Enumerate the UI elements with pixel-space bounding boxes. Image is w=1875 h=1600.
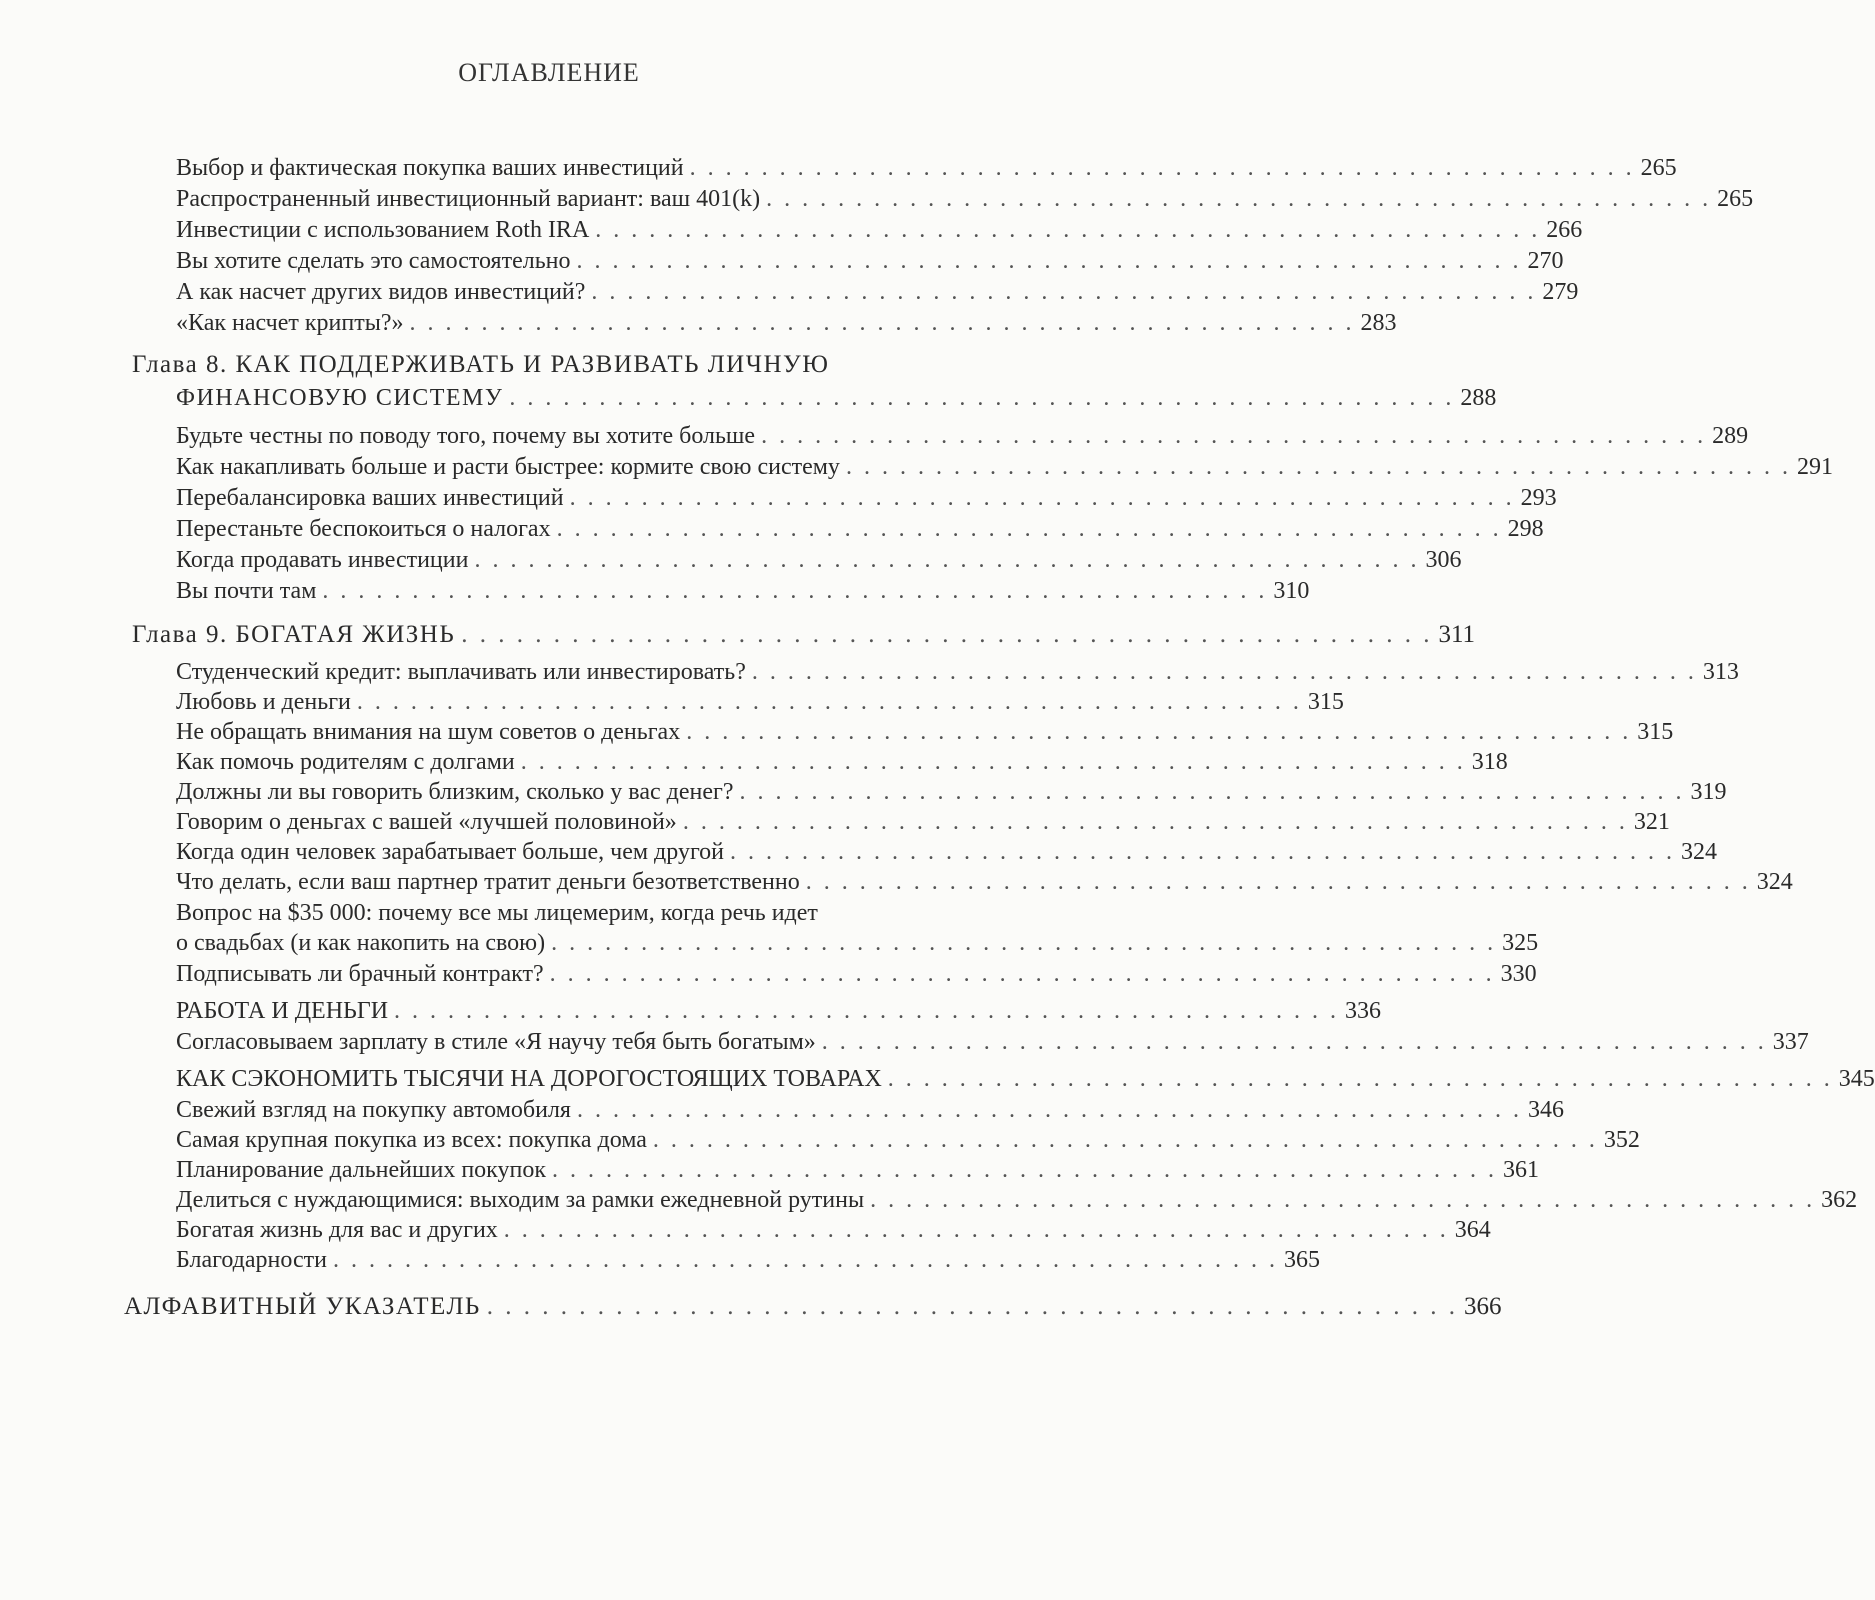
toc-entry[interactable] (176, 1245, 1320, 1275)
toc-entry[interactable] (176, 421, 1749, 451)
toc-entry-page: 324 (1756, 869, 1793, 895)
toc-entry[interactable] (176, 1215, 1491, 1245)
toc-entry[interactable] (176, 576, 1310, 606)
toc-entry-label: Перебалансировка ваших инвестиций (176, 485, 564, 511)
leader-dots: . . . . . . . . . . . . . . . . . . . . . . . . . . . . . . . . . . . . . . . . . . . . . . . . . . . . . (474, 547, 1420, 573)
leader-dots: . . . . . . . . . . . . . . . . . . . . . . . . . . . . . . . . . . . . . . . . . . . . . . . . . . . . . (332, 1247, 1278, 1273)
toc-entry-label: Вы хотите сделать это самостоятельно (176, 248, 571, 274)
toc-entry-label: Студенческий кредит: выплачивать или инвестировать? (176, 659, 746, 685)
toc-entry[interactable] (176, 747, 1508, 777)
leader-dots: . . . . . . . . . . . . . . . . . . . . . . . . . . . . . . . . . . . . . . . . . . . . . . . . . . . . . (486, 1293, 1459, 1320)
toc-entry-label: Как накапливать больше и расти быстрее: кормите свою систему (176, 454, 840, 480)
toc-entry-page: 365 (1283, 1247, 1320, 1273)
toc-entry-page: 352 (1603, 1127, 1640, 1153)
toc-entry[interactable] (176, 184, 1754, 214)
toc-entry-label: Любовь и деньги (176, 689, 351, 715)
toc-entry-page: 362 (1821, 1187, 1858, 1213)
leader-dots: . . . . . . . . . . . . . . . . . . . . . . . . . . . . . . . . . . . . . . . . . . . . . . . . . . . . . (591, 279, 1537, 305)
toc-entry[interactable] (176, 545, 1462, 575)
toc-entry-page: 289 (1712, 423, 1749, 449)
chapter-9-page: 311 (1438, 621, 1476, 648)
toc-entry-label: Когда продавать инвестиции (176, 547, 469, 573)
toc-entry[interactable] (176, 308, 1397, 338)
chapter-9-entry[interactable] (132, 620, 1476, 650)
toc-entry-label: Инвестиции с использованием Roth IRA (176, 217, 590, 243)
chapter-8-entry[interactable] (176, 383, 1497, 413)
toc-entry[interactable] (176, 717, 1674, 747)
leader-dots: . . . . . . . . . . . . . . . . . . . . . . . . . . . . . . . . . . . . . . . . . . . . . . . . . . . . . (652, 1127, 1598, 1153)
toc-entry[interactable] (176, 246, 1564, 276)
leader-dots: . . . . . . . . . . . . . . . . . . . . . . . . . . . . . . . . . . . . . . . . . . . . . . . . . . . . . (322, 578, 1268, 604)
toc-entry-page: 330 (1500, 961, 1537, 987)
leader-dots: . . . . . . . . . . . . . . . . . . . . . . . . . . . . . . . . . . . . . . . . . . . . . . . . . . . . . (595, 217, 1541, 243)
toc-entry-page: 291 (1796, 454, 1833, 480)
toc-entry[interactable] (176, 1027, 1809, 1057)
leader-dots: . . . . . . . . . . . . . . . . . . . . . . . . . . . . . . . . . . . . . . . . . . . . . . . . . . . . . (845, 454, 1791, 480)
leader-dots: . . . . . . . . . . . . . . . . . . . . . . . . . . . . . . . . . . . . . . . . . . . . . . . . . . . . . (551, 930, 1497, 956)
toc-entry-page: 325 (1502, 930, 1539, 956)
leader-dots: . . . . . . . . . . . . . . . . . . . . . . . . . . . . . . . . . . . . . . . . . . . . . . . . . . . . . (551, 1157, 1497, 1183)
toc-entry-page: 346 (1527, 1097, 1564, 1123)
toc-entry-page: 313 (1702, 659, 1739, 685)
toc-entry-page: 298 (1507, 516, 1544, 542)
toc-entry-label: Согласовываем зарплату в стиле «Я научу тебя быть богатым» (176, 1029, 816, 1055)
toc-entry-page: 345 (1838, 1066, 1875, 1092)
toc-entry[interactable] (176, 837, 1718, 867)
toc-entry-page: 265 (1717, 186, 1754, 212)
toc-entry-page: 270 (1527, 248, 1564, 274)
leader-dots: . . . . . . . . . . . . . . . . . . . . . . . . . . . . . . . . . . . . . . . . . . . . . . . . . . . . . (569, 485, 1515, 511)
leader-dots: . . . . . . . . . . . . . . . . . . . . . . . . . . . . . . . . . . . . . . . . . . . . . . . . . . . . . (689, 155, 1635, 181)
toc-entry-page: 310 (1273, 578, 1310, 604)
toc-entry-label: Не обращать внимания на шум советов о деньгах (176, 719, 681, 745)
toc-entry-label: Выбор и фактическая покупка ваших инвестиций (176, 155, 684, 181)
toc-entry-page: 265 (1640, 155, 1677, 181)
toc-entry-page: 321 (1633, 809, 1670, 835)
chapter-9-title: Глава 9. БОГАТАЯ ЖИЗНЬ (132, 621, 456, 648)
toc-entry-label: Планирование дальнейших покупок (176, 1157, 546, 1183)
toc-entry[interactable] (176, 867, 1793, 897)
leader-dots: . . . . . . . . . . . . . . . . . . . . . . . . . . . . . . . . . . . . . . . . . . . . . . . . . . . . . (887, 1066, 1833, 1092)
toc-entry-label: Самая крупная покупка из всех: покупка дома (176, 1127, 647, 1153)
toc-entry-page: 318 (1471, 749, 1508, 775)
toc-entry[interactable] (176, 777, 1727, 807)
toc-entry-label: Свежий взгляд на покупку автомобиля (176, 1097, 571, 1123)
toc-entry[interactable] (176, 1125, 1640, 1155)
index-title: АЛФАВИТНЫЙ УКАЗАТЕЛЬ (124, 1293, 481, 1320)
chapter-8-page: 288 (1460, 385, 1497, 411)
leader-dots: . . . . . . . . . . . . . . . . . . . . . . . . . . . . . . . . . . . . . . . . . . . . . . . . . . . . . (394, 998, 1340, 1024)
toc-entry-wedding-line1[interactable]: Вопрос на $35 000: почему все мы лицемерим, когда речь идет (176, 900, 818, 926)
toc-entry[interactable] (176, 928, 1539, 958)
leader-dots: . . . . . . . . . . . . . . . . . . . . . . . . . . . . . . . . . . . . . . . . . . . . . . . . . . . . . (576, 1097, 1522, 1123)
leader-dots: . . . . . . . . . . . . . . . . . . . . . . . . . . . . . . . . . . . . . . . . . . . . . . . . . . . . . (556, 516, 1502, 542)
toc-entry-page: 336 (1345, 998, 1382, 1024)
leader-dots: . . . . . . . . . . . . . . . . . . . . . . . . . . . . . . . . . . . . . . . . . . . . . . . . . . . . . (739, 779, 1685, 805)
chapter-8-title-line2: ФИНАНСОВУЮ СИСТЕМУ (176, 385, 504, 411)
leader-dots: . . . . . . . . . . . . . . . . . . . . . . . . . . . . . . . . . . . . . . . . . . . . . . . . . . . . . (549, 961, 1495, 987)
toc-entry[interactable] (176, 807, 1670, 837)
leader-dots: . . . . . . . . . . . . . . . . . . . . . . . . . . . . . . . . . . . . . . . . . . . . . . . . . . . . . (682, 809, 1628, 835)
leader-dots: . . . . . . . . . . . . . . . . . . . . . . . . . . . . . . . . . . . . . . . . . . . . . . . . . . . . . (870, 1187, 1816, 1213)
toc-entry-page: 324 (1681, 839, 1718, 865)
toc-entry[interactable] (176, 1185, 1858, 1215)
toc-entry-label: Подписывать ли брачный контракт? (176, 961, 544, 987)
leader-dots: . . . . . . . . . . . . . . . . . . . . . . . . . . . . . . . . . . . . . . . . . . . . . . . . . . . . . (461, 621, 1433, 648)
toc-entry[interactable] (176, 277, 1579, 307)
toc-entry-label: Как помочь родителям с долгами (176, 749, 515, 775)
toc-entry-label: Делиться с нуждающимися: выходим за рамки ежедневной рутины (176, 1187, 865, 1213)
toc-entry[interactable] (176, 215, 1583, 245)
leader-dots: . . . . . . . . . . . . . . . . . . . . . . . . . . . . . . . . . . . . . . . . . . . . . . . . . . . . . (761, 423, 1707, 449)
toc-entry-label: «Как насчет крипты?» (176, 310, 404, 336)
leader-dots: . . . . . . . . . . . . . . . . . . . . . . . . . . . . . . . . . . . . . . . . . . . . . . . . . . . . . (730, 839, 1676, 865)
toc-entry[interactable] (176, 153, 1677, 183)
toc-entry-label: о свадьбах (и как накопить на свою) (176, 930, 546, 956)
leader-dots: . . . . . . . . . . . . . . . . . . . . . . . . . . . . . . . . . . . . . . . . . . . . . . . . . . . . . (503, 1217, 1449, 1243)
chapter-8-heading[interactable]: Глава 8. КАК ПОДДЕРЖИВАТЬ И РАЗВИВАТЬ ЛИЧНУЮ (132, 351, 830, 378)
toc-entry-page: 315 (1307, 689, 1344, 715)
toc-entry-page: 293 (1520, 485, 1557, 511)
toc-entry-label: Богатая жизнь для вас и других (176, 1217, 498, 1243)
toc-entry-label: Говорим о деньгах с вашей «лучшей половиной» (176, 809, 677, 835)
toc-entry-page: 315 (1637, 719, 1674, 745)
toc-entry-page: 306 (1425, 547, 1462, 573)
toc-entry[interactable] (176, 452, 1833, 482)
toc-entry-label: Будьте честны по поводу того, почему вы хотите больше (176, 423, 756, 449)
toc-entry[interactable] (176, 1064, 1875, 1094)
toc-entry-page: 279 (1542, 279, 1579, 305)
toc-entry-label: Перестаньте беспокоиться о налогах (176, 516, 551, 542)
leader-dots: . . . . . . . . . . . . . . . . . . . . . . . . . . . . . . . . . . . . . . . . . . . . . . . . . . . . . (751, 659, 1697, 685)
page-title: ОГЛАВЛЕНИЕ (458, 58, 640, 87)
toc-entry-page: 319 (1690, 779, 1727, 805)
toc-entry[interactable] (176, 996, 1382, 1026)
leader-dots: . . . . . . . . . . . . . . . . . . . . . . . . . . . . . . . . . . . . . . . . . . . . . . . . . . . . . (409, 310, 1355, 336)
leader-dots: . . . . . . . . . . . . . . . . . . . . . . . . . . . . . . . . . . . . . . . . . . . . . . . . . . . . . (766, 186, 1712, 212)
leader-dots: . . . . . . . . . . . . . . . . . . . . . . . . . . . . . . . . . . . . . . . . . . . . . . . . . . . . . (576, 248, 1522, 274)
toc-entry-page: 283 (1360, 310, 1397, 336)
toc-entry[interactable] (176, 687, 1344, 717)
toc-entry-label: Что делать, если ваш партнер тратит деньги безответственно (176, 869, 800, 895)
toc-entry[interactable] (176, 1155, 1539, 1185)
toc-entry-label: РАБОТА И ДЕНЬГИ (176, 998, 389, 1024)
toc-entry-label: Распространенный инвестиционный вариант: ваш 401(k) (176, 186, 761, 212)
toc-entry[interactable] (176, 483, 1557, 513)
toc-entry-label: Благодарности (176, 1247, 327, 1273)
toc-entry[interactable] (176, 514, 1544, 544)
toc-entry-page: 361 (1502, 1157, 1539, 1183)
toc-entry[interactable] (176, 657, 1739, 687)
toc-entry[interactable] (176, 1095, 1564, 1125)
toc-entry-page: 364 (1454, 1217, 1491, 1243)
index-entry[interactable] (124, 1292, 1502, 1322)
leader-dots: . . . . . . . . . . . . . . . . . . . . . . . . . . . . . . . . . . . . . . . . . . . . . . . . . . . . . (821, 1029, 1767, 1055)
toc-entry-label: КАК СЭКОНОМИТЬ ТЫСЯЧИ НА ДОРОГОСТОЯЩИХ ТОВАРАХ (176, 1066, 882, 1092)
leader-dots: . . . . . . . . . . . . . . . . . . . . . . . . . . . . . . . . . . . . . . . . . . . . . . . . . . . . . (805, 869, 1751, 895)
leader-dots: . . . . . . . . . . . . . . . . . . . . . . . . . . . . . . . . . . . . . . . . . . . . . . . . . . . . . (686, 719, 1632, 745)
toc-entry-label: Когда один человек зарабатывает больше, чем другой (176, 839, 725, 865)
leader-dots: . . . . . . . . . . . . . . . . . . . . . . . . . . . . . . . . . . . . . . . . . . . . . . . . . . . . . (520, 749, 1466, 775)
toc-entry[interactable] (176, 959, 1537, 989)
toc-entry-label: А как насчет других видов инвестиций? (176, 279, 586, 305)
toc-entry-page: 337 (1772, 1029, 1809, 1055)
leader-dots: . . . . . . . . . . . . . . . . . . . . . . . . . . . . . . . . . . . . . . . . . . . . . . . . . . . . . (509, 385, 1455, 411)
toc-entry-label: Вы почти там (176, 578, 317, 604)
toc-entry-label: Должны ли вы говорить близким, сколько у вас денег? (176, 779, 734, 805)
toc-entry-page: 266 (1546, 217, 1583, 243)
leader-dots: . . . . . . . . . . . . . . . . . . . . . . . . . . . . . . . . . . . . . . . . . . . . . . . . . . . . . (356, 689, 1302, 715)
index-page: 366 (1464, 1293, 1502, 1320)
